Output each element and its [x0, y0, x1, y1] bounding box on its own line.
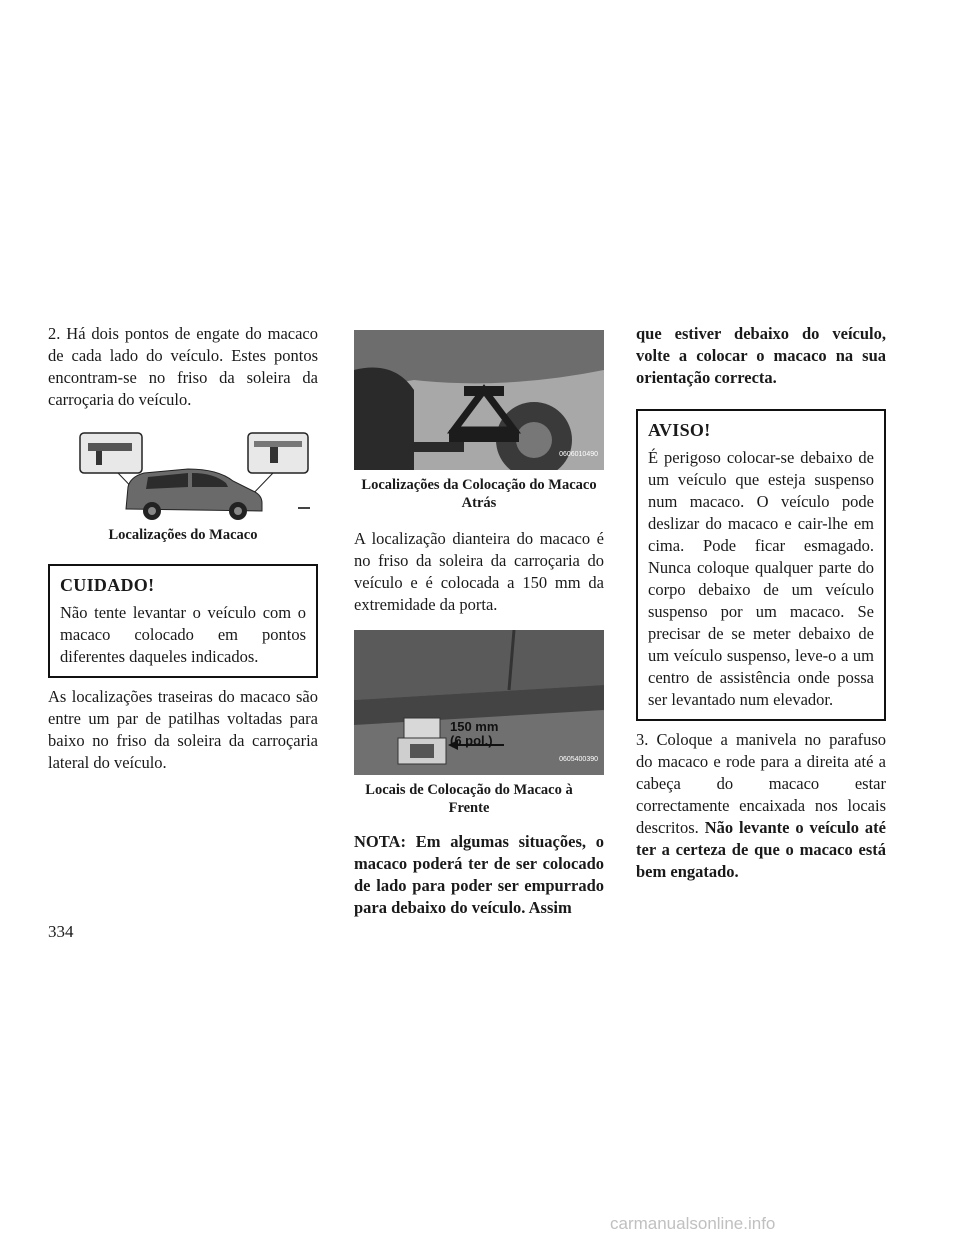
figure-caption-jack-locations: Localizações do Macaco — [108, 527, 258, 543]
column-1 — [48, 323, 318, 774]
front-jack-figure — [354, 630, 604, 775]
measurement-mm: 150 mm — [450, 719, 499, 734]
measurement-inches: (6 pol.) — [450, 733, 493, 748]
figure-caption-front-jack: Locais de Colocação do Macaco à Frente — [365, 782, 573, 816]
warning-text: É perigoso colocar-se debaixo de um veículo que esteja suspenso num macaco. O veículo pode deslizar do macaco e cair-lhe em cima. Pode ficar esmagado. Nunca coloque qualquer parte do corpo debaixo de um veículo suspenso por um macaco. Se precisar de se meter debaixo de um veículo suspenso, leve-o a um centro de assistência onde possa ser levantado num elevador. — [648, 448, 874, 709]
warning-title: AVISO! — [648, 420, 711, 440]
paragraph-continuation: que estiver debaixo do veículo, volte a colocar o macaco na sua orientação correcta. — [636, 324, 886, 387]
paragraph-step-3 — [636, 729, 886, 883]
note-paragraph: NOTA: Em algumas situações, o macaco poderá ter de ser colocado de lado para poder ser empurrado para debaixo do veículo. Assim — [354, 832, 604, 917]
caution-box — [48, 564, 318, 678]
step-3-bold: Não levante o veículo até ter a certeza de que o macaco está bem engatado. — [636, 818, 886, 881]
measurement-label — [450, 720, 498, 748]
column-3 — [636, 323, 886, 883]
page-number: 334 — [48, 922, 74, 941]
figure-code-front: 0605400390 — [559, 756, 598, 763]
rear-jack-figure — [354, 330, 604, 470]
warning-box — [636, 409, 886, 721]
caution-text: Não tente levantar o veículo com o macaco colocado em pontos diferentes daqueles indicados. — [60, 603, 306, 666]
paragraph-rear-jack-locations: As localizações traseiras do macaco são entre um par de patilhas voltadas para baixo no friso da soleira da carroçaria lateral do veículo. — [48, 687, 318, 772]
paragraph-jack-points: 2. Há dois pontos de engate do macaco de cada lado do veículo. Estes pontos encontram-se no friso da soleira da carroçaria do veículo. — [48, 324, 318, 409]
caution-title: CUIDADO! — [60, 575, 155, 595]
figure-code-rear: 0606010490 — [559, 451, 598, 458]
paragraph-front-jack-location: A localização dianteira do macaco é no friso da soleira da carroçaria do veículo e é colocada a 150 mm da extremidade da porta. — [354, 529, 604, 614]
van-illustration — [48, 429, 318, 524]
step-3-text: 3. Coloque a manivela no parafuso do macaco e rode para a direita até a cabeça do macaco estar correctamente encaixada nos locais descritos. — [636, 730, 886, 837]
watermark: carmanualsonline.info — [610, 1214, 776, 1233]
column-2 — [354, 330, 604, 919]
jack-locations-figure — [48, 429, 318, 524]
figure-caption-rear-jack: Localizações da Colocação do Macaco Atrás — [361, 477, 597, 511]
